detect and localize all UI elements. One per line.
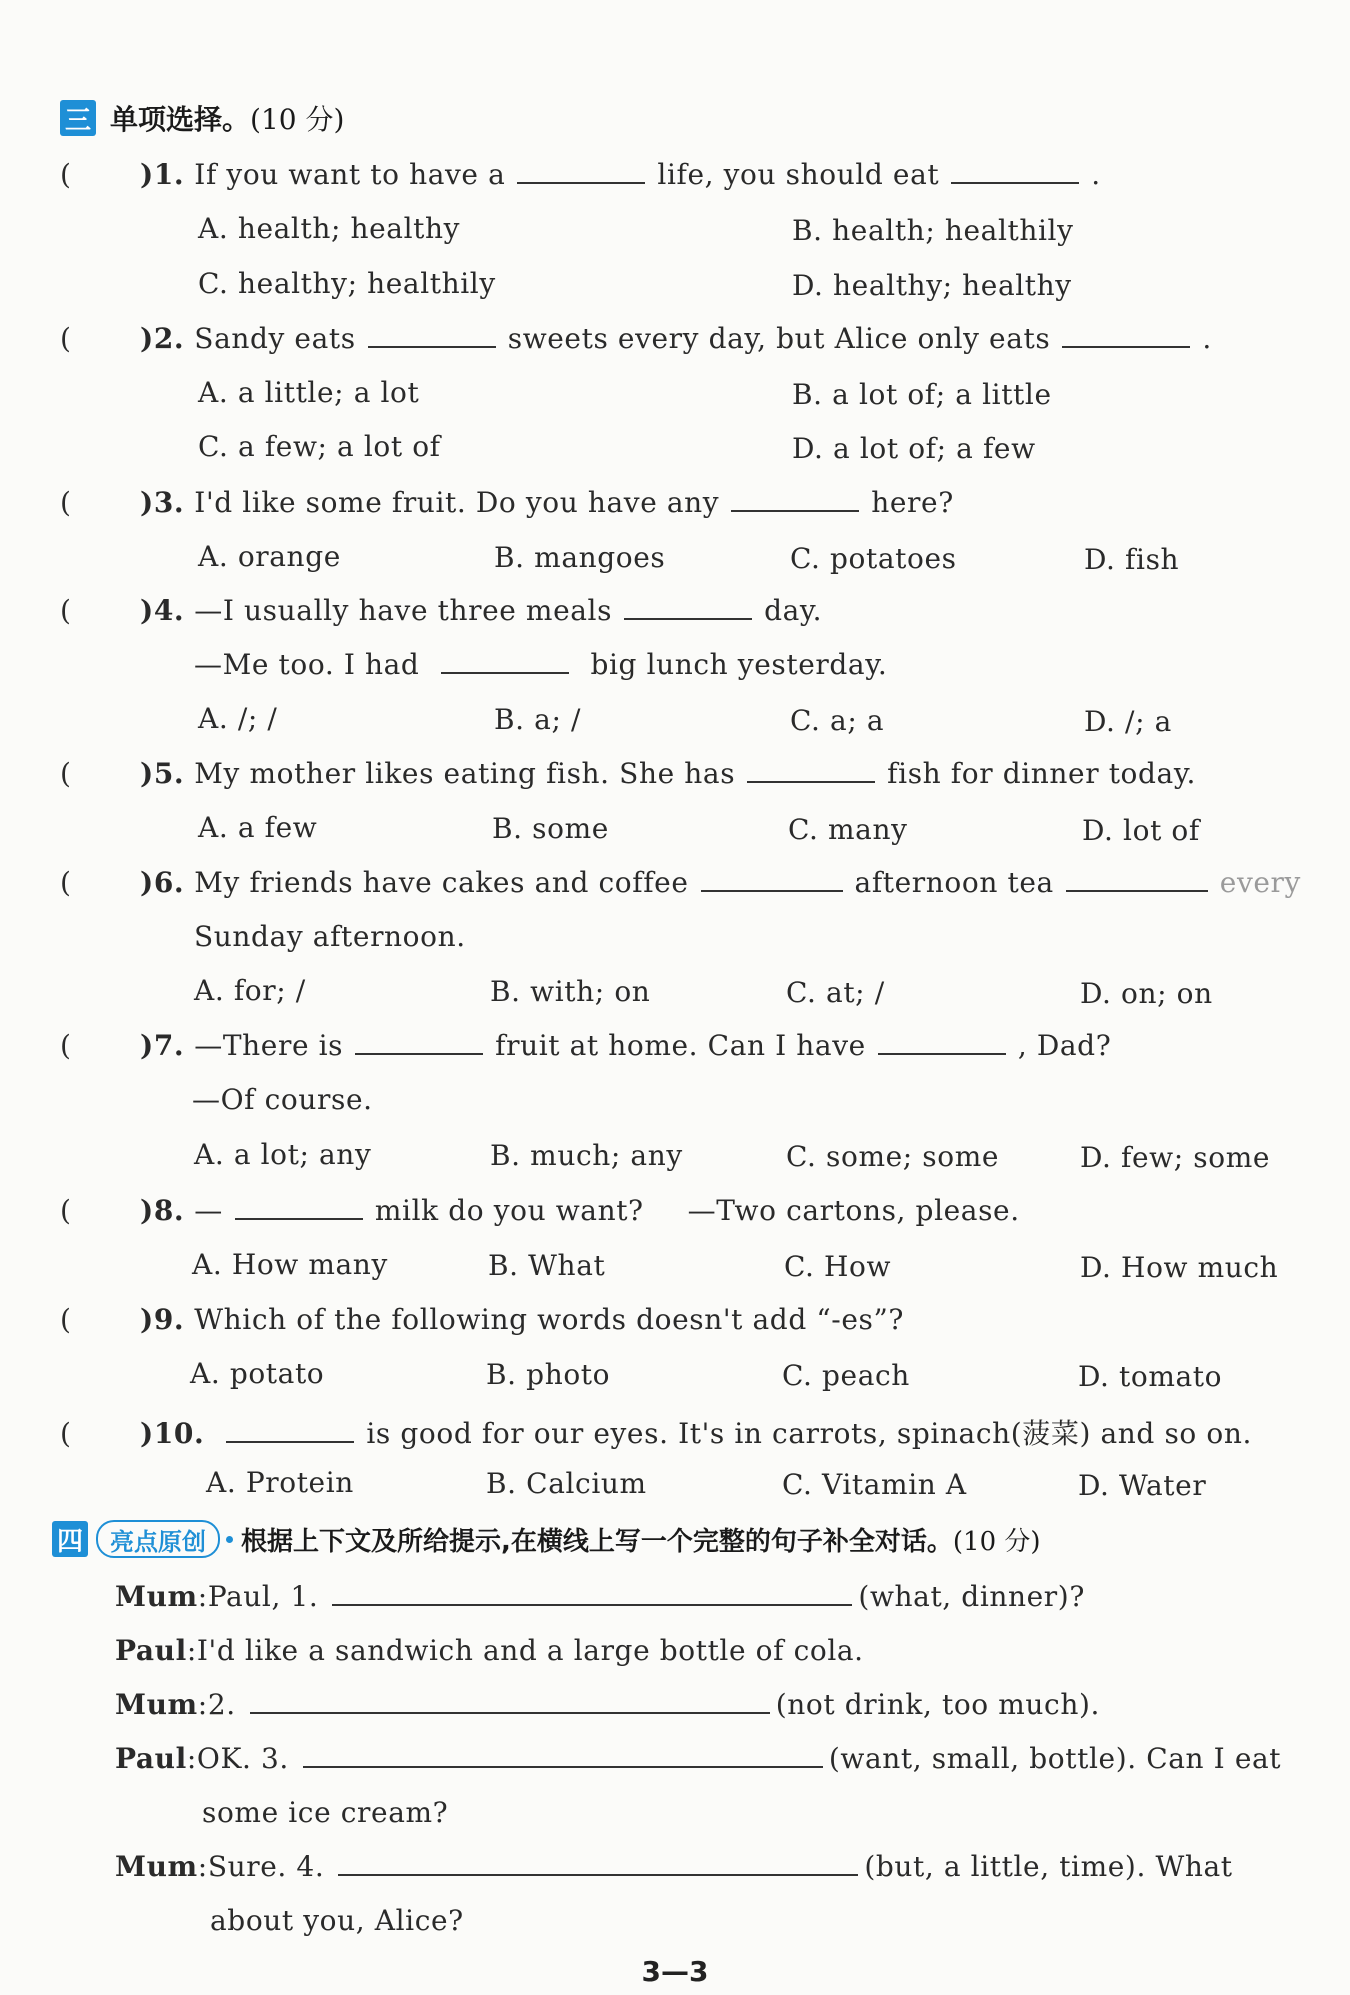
bullet-dot-icon [226, 1536, 233, 1543]
answer-blank[interactable] [226, 1421, 354, 1443]
answer-blank[interactable] [1062, 326, 1190, 348]
option-b[interactable]: B. some [492, 812, 609, 845]
option-d[interactable]: D. on; on [1080, 977, 1213, 1010]
answer-blank[interactable] [731, 490, 859, 512]
question-4: ( )4. —I usually have three meals day. [60, 594, 823, 627]
question-6-line-2: Sunday afternoon. [194, 920, 466, 953]
question-9: ( )9. Which of the following words doesn't add “-es”? [60, 1303, 904, 1336]
option-b[interactable]: B. photo [486, 1358, 611, 1391]
question-4-line-2: —Me too. I had big lunch yesterday. [194, 648, 888, 681]
option-c[interactable]: C. healthy; healthily [198, 267, 496, 300]
section-3-title: 单项选择。 [110, 103, 251, 136]
option-d[interactable]: D. /; a [1084, 705, 1172, 738]
option-d[interactable]: D. few; some [1080, 1141, 1271, 1174]
option-a[interactable]: A. health; healthy [198, 212, 461, 245]
option-c[interactable]: C. many [788, 813, 908, 846]
section-4-badge: 四 [52, 1521, 88, 1557]
section-4-header [52, 1520, 1041, 1558]
dialogue-line-1: Mum : Paul, 1. (what, dinner)? [115, 1580, 1085, 1613]
dialogue-line-2: Paul : I'd like a sandwich and a large bottle of cola. [115, 1634, 864, 1667]
option-a[interactable]: A. /; / [198, 702, 278, 735]
answer-blank[interactable] [338, 1854, 858, 1876]
question-7-line-2: —Of course. [192, 1083, 373, 1116]
section-3-badge: 三 [60, 100, 96, 136]
answer-blank[interactable] [441, 652, 569, 674]
option-d[interactable]: D. a lot of; a few [792, 432, 1036, 465]
option-b[interactable]: B. Calcium [486, 1467, 647, 1500]
question-6: ( )6. My friends have cakes and coffee afternoon tea every [60, 866, 1301, 899]
question-8: ( )8. — milk do you want? —Two cartons, please. [60, 1194, 1020, 1227]
answer-blank[interactable] [355, 1033, 483, 1055]
option-a[interactable]: A. a lot; any [194, 1138, 372, 1171]
option-b[interactable]: B. a lot of; a little [792, 378, 1052, 411]
page-number: 3—3 [641, 1955, 709, 1988]
question-7: ( )7. —There is fruit at home. Can I have , Dad? [60, 1029, 1112, 1062]
option-d[interactable]: D. tomato [1078, 1360, 1223, 1393]
option-a[interactable]: A. a few [198, 811, 318, 844]
option-d[interactable]: D. fish [1084, 543, 1180, 576]
answer-blank[interactable] [1066, 870, 1208, 892]
answer-blank[interactable] [624, 598, 752, 620]
original-highlight-pill: 亮点原创 [96, 1520, 220, 1558]
option-b[interactable]: B. with; on [490, 975, 651, 1008]
section-4-points: (10 分) [952, 1526, 1041, 1557]
question-10: ( )10. is good for our eyes. It's in carrots, spinach(菠菜) and so on. [60, 1417, 1252, 1450]
option-d[interactable]: D. lot of [1082, 814, 1200, 847]
section-3-header [60, 98, 344, 138]
answer-blank[interactable] [303, 1746, 823, 1768]
answer-blank[interactable] [747, 761, 875, 783]
question-1: ( )1. If you want to have a life, you should eat . [60, 158, 1101, 191]
option-d[interactable]: D. How much [1080, 1251, 1279, 1284]
dialogue-line-3: Mum : 2. (not drink, too much). [115, 1688, 1100, 1721]
answer-blank[interactable] [517, 162, 645, 184]
dialogue-line-5-continued: about you, Alice? [210, 1904, 464, 1937]
option-a[interactable]: A. orange [198, 540, 341, 573]
option-d[interactable]: D. healthy; healthy [792, 269, 1072, 302]
section-4-title: 根据上下文及所给提示,在横线上写一个完整的句子补全对话。 [241, 1526, 953, 1557]
option-a[interactable]: A. for; / [194, 974, 306, 1007]
dialogue-line-4: Paul : OK. 3. (want, small, bottle). Can I eat [115, 1742, 1282, 1775]
answer-blank[interactable] [951, 162, 1079, 184]
option-c[interactable]: C. peach [782, 1359, 910, 1392]
option-a[interactable]: A. a little; a lot [198, 376, 420, 409]
option-c[interactable]: C. some; some [786, 1140, 1000, 1173]
option-a[interactable]: A. potato [190, 1357, 325, 1390]
option-b[interactable]: B. a; / [494, 703, 582, 736]
option-a[interactable]: A. How many [192, 1248, 388, 1281]
answer-blank[interactable] [332, 1584, 852, 1606]
section-3-points: (10 分) [250, 103, 345, 136]
option-c[interactable]: C. a; a [790, 704, 885, 737]
question-3: ( )3. I'd like some fruit. Do you have any here? [60, 486, 954, 519]
question-2: ( )2. Sandy eats sweets every day, but Alice only eats . [60, 322, 1212, 355]
option-d[interactable]: D. Water [1078, 1469, 1207, 1502]
option-b[interactable]: B. health; healthily [792, 214, 1074, 247]
answer-blank[interactable] [250, 1692, 770, 1714]
option-c[interactable]: C. potatoes [790, 542, 957, 575]
option-b[interactable]: B. much; any [490, 1139, 683, 1172]
question-5: ( )5. My mother likes eating fish. She has fish for dinner today. [60, 757, 1197, 790]
answer-blank[interactable] [368, 326, 496, 348]
option-c[interactable]: C. How [784, 1250, 892, 1283]
option-c[interactable]: C. a few; a lot of [198, 430, 441, 463]
option-b[interactable]: B. What [488, 1249, 606, 1282]
answer-blank[interactable] [235, 1198, 363, 1220]
dialogue-line-5: Mum : Sure. 4. (but, a little, time). What [115, 1850, 1233, 1883]
option-c[interactable]: C. Vitamin A [782, 1468, 967, 1501]
option-b[interactable]: B. mangoes [494, 541, 666, 574]
dialogue-line-4-continued: some ice cream? [202, 1796, 449, 1829]
answer-blank[interactable] [878, 1033, 1006, 1055]
option-c[interactable]: C. at; / [786, 976, 885, 1009]
answer-blank[interactable] [701, 870, 843, 892]
option-a[interactable]: A. Protein [206, 1466, 354, 1499]
